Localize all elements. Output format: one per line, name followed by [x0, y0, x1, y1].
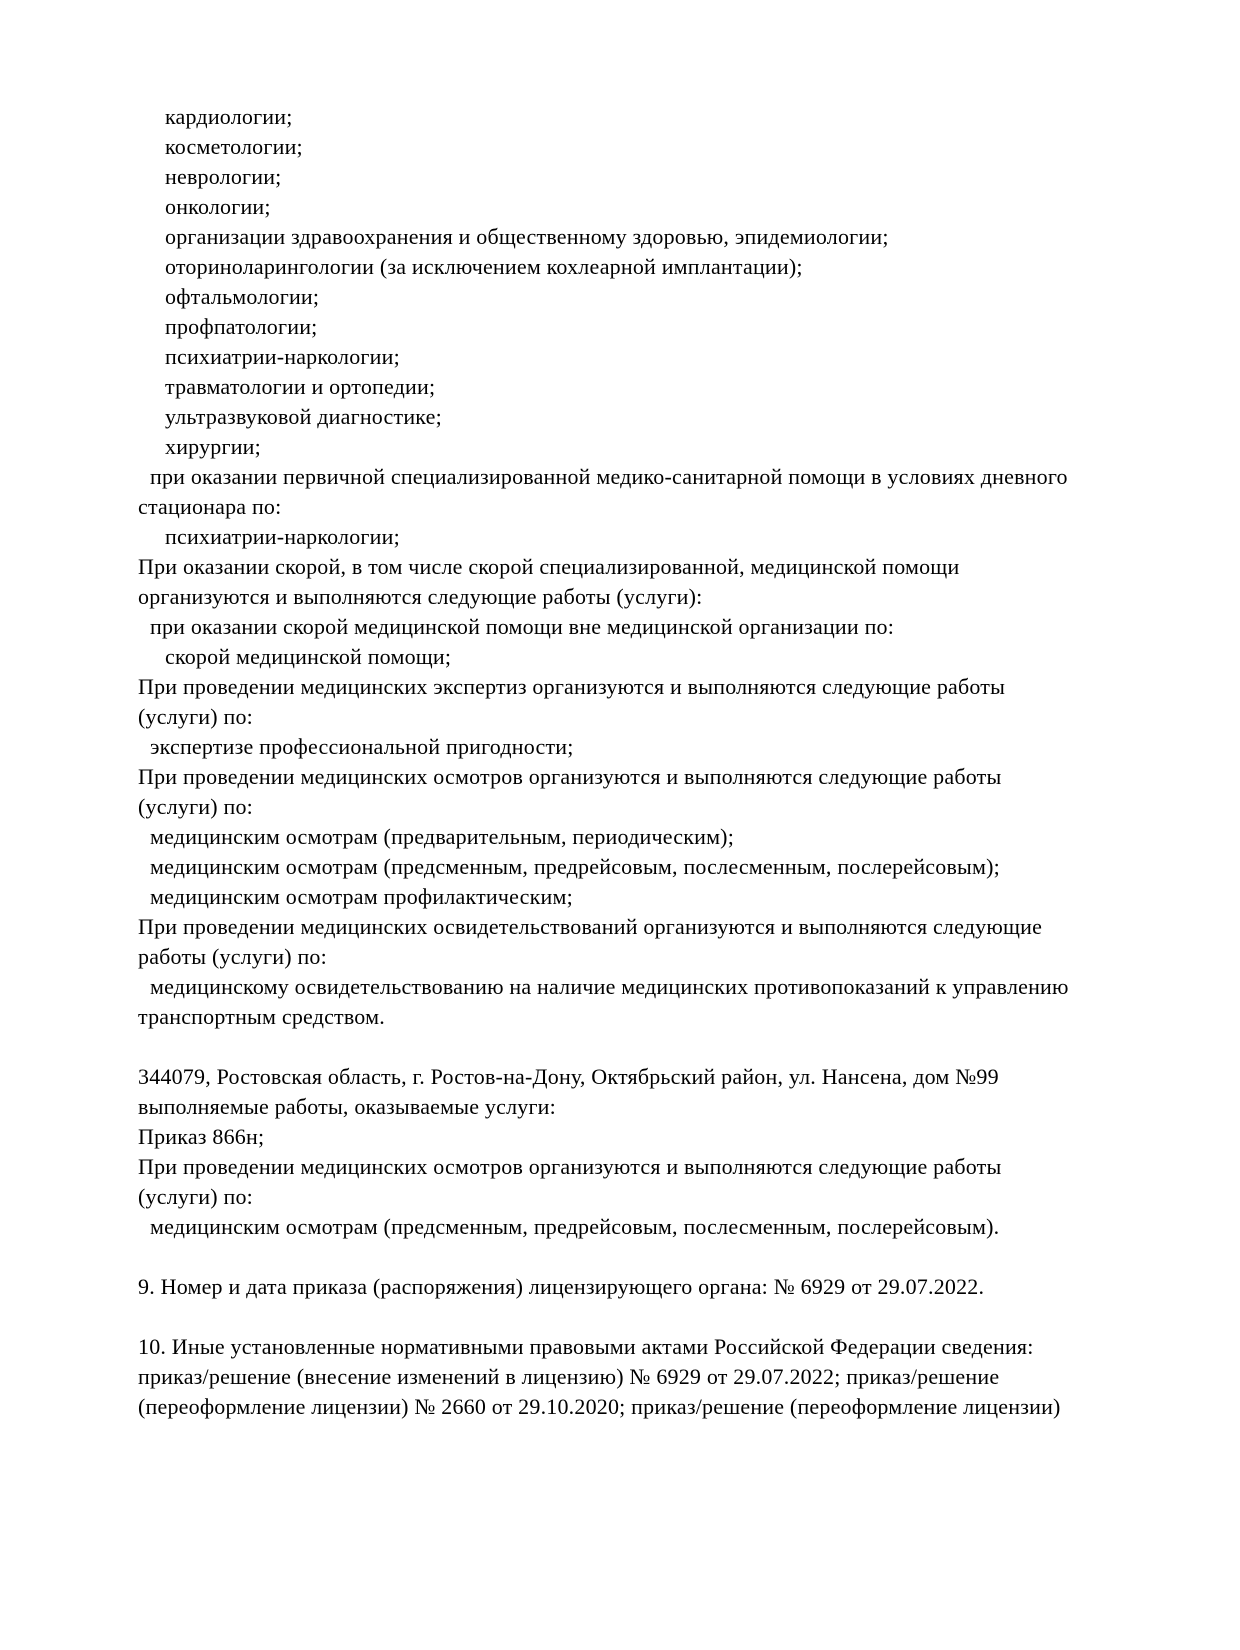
- text-line: медицинским осмотрам (предсменным, предрейсовым, послесменным, послерейсовым);: [150, 854, 1000, 879]
- text-line: онкологии;: [165, 194, 271, 219]
- text-line: Приказ 866н;: [138, 1124, 265, 1149]
- text-line: приказ/решение (внесение изменений в лицензию) № 6929 от 29.07.2022; приказ/решение: [138, 1364, 1000, 1389]
- text-line: при оказании первичной специализированной медико-санитарной помощи в условиях дневного: [150, 464, 1068, 489]
- text-line: организации здравоохранения и общественному здоровью, эпидемиологии;: [165, 224, 889, 249]
- text-line: стационара по:: [138, 494, 282, 519]
- blank-line: [138, 1242, 1118, 1272]
- text-line: 9. Номер и дата приказа (распоряжения) лицензирующего органа: № 6929 от 29.07.2022.: [138, 1274, 985, 1299]
- text-line: (переоформление лицензии) № 2660 от 29.10.2020; приказ/решение (переоформление лицензии): [138, 1394, 1061, 1419]
- text-line: экспертизе профессиональной пригодности;: [150, 734, 574, 759]
- blank-line: [138, 1032, 1118, 1062]
- text-line: медицинским осмотрам (предсменным, предрейсовым, послесменным, послерейсовым).: [150, 1214, 1000, 1239]
- text-line: косметологии;: [165, 134, 303, 159]
- text-line: психиатрии-наркологии;: [165, 524, 400, 549]
- blank-line: [138, 1302, 1118, 1332]
- text-line: (услуги) по:: [138, 794, 253, 819]
- text-line: кардиологии;: [165, 104, 293, 129]
- text-line: скорой медицинской помощи;: [165, 644, 452, 669]
- text-line: 10. Иные установленные нормативными правовыми актами Российской Федерации сведения:: [138, 1334, 1034, 1359]
- text-line: (услуги) по:: [138, 1184, 253, 1209]
- text-line: травматологии и ортопедии;: [165, 374, 436, 399]
- text-line: при оказании скорой медицинской помощи вне медицинской организации по:: [150, 614, 895, 639]
- text-line: медицинским осмотрам профилактическим;: [150, 884, 573, 909]
- document-body: [138, 102, 1118, 1422]
- text-line: (услуги) по:: [138, 704, 253, 729]
- text-line: офтальмологии;: [165, 284, 320, 309]
- text-line: медицинскому освидетельствованию на наличие медицинских противопоказаний к управлению: [150, 974, 1069, 999]
- text-line: организуются и выполняются следующие работы (услуги):: [138, 584, 703, 609]
- text-line: работы (услуги) по:: [138, 944, 327, 969]
- text-line: профпатологии;: [165, 314, 318, 339]
- text-line: При проведении медицинских осмотров организуются и выполняются следующие работы: [138, 764, 1002, 789]
- text-line: ультразвуковой диагностике;: [165, 404, 442, 429]
- text-line: хирургии;: [165, 434, 261, 459]
- text-line: психиатрии-наркологии;: [165, 344, 400, 369]
- text-line: При проведении медицинских освидетельствований организуются и выполняются следующие: [138, 914, 1043, 939]
- text-line: транспортным средством.: [138, 1004, 385, 1029]
- text-line: выполняемые работы, оказываемые услуги:: [138, 1094, 556, 1119]
- text-line: 344079, Ростовская область, г. Ростов-на-Дону, Октябрьский район, ул. Нансена, дом №99: [138, 1064, 999, 1089]
- text-line: При оказании скорой, в том числе скорой специализированной, медицинской помощи: [138, 554, 960, 579]
- text-line: При проведении медицинских экспертиз организуются и выполняются следующие работы: [138, 674, 1006, 699]
- text-line: оториноларингологии (за исключением кохлеарной имплантации);: [165, 254, 803, 279]
- text-line: медицинским осмотрам (предварительным, периодическим);: [150, 824, 735, 849]
- text-line: При проведении медицинских осмотров организуются и выполняются следующие работы: [138, 1154, 1002, 1179]
- text-line: неврологии;: [165, 164, 282, 189]
